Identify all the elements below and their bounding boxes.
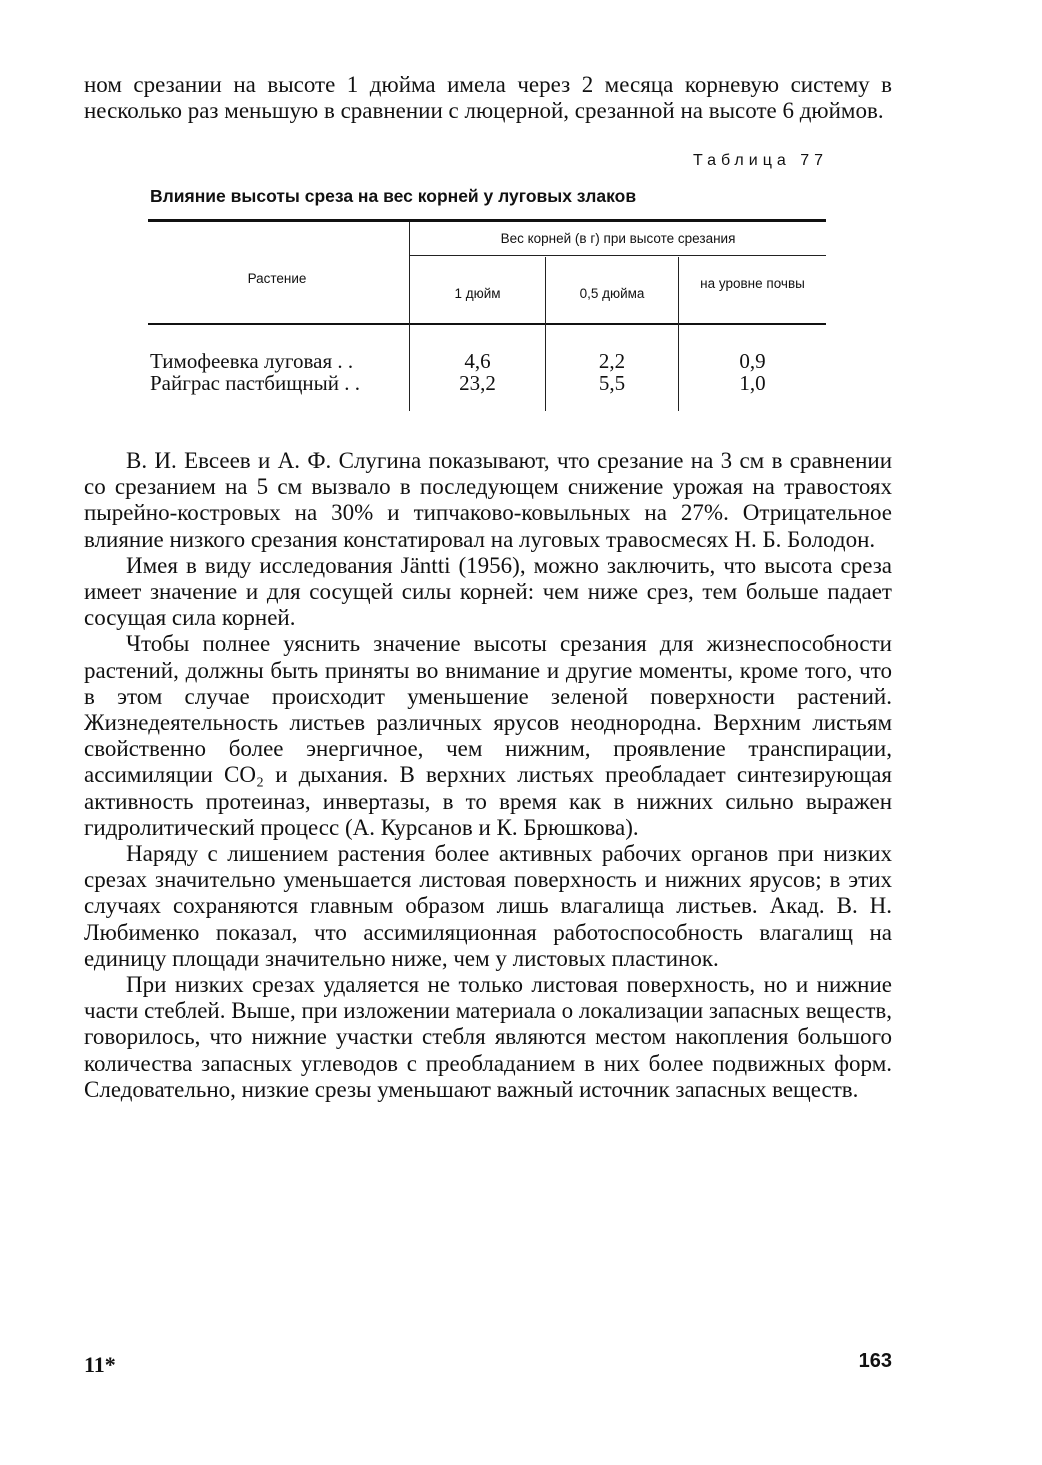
intro-text-block bbox=[84, 72, 892, 124]
table-label: Таблица 77 bbox=[693, 152, 828, 169]
paragraph: Чтобы полнее уяснить значение высоты срезания для жизнеспособности растений, должны быть приняты во внимание и другие моменты, кроме того, что в этом случае происходит уменьшение зеленой поверхности растений. Жизнедеятельность листьев различных ярусов неоднородна. Верхним листьям свойственно более энергичное, чем нижним, проявление транспирации, ассимиляции CO₂ и дыхания. В верхних листьях преобладает синтезирующая активность протеиназ, инвертазы, в то время как в нижних сильно выражен гидролитический процесс (А. Курсанов и К. Брюшкова). bbox=[84, 631, 892, 840]
row-name: Райграс пастбищный . . bbox=[150, 371, 360, 395]
table-top-rule bbox=[148, 219, 826, 222]
table-cell: 2,2 bbox=[598, 349, 626, 373]
intro-paragraph: ном срезании на высоте 1 дюйма имела через 2 месяца корневую систему в несколько раз меньшую в сравнении с люцерной, срезанной на высоте 6 дюймов. bbox=[84, 72, 892, 124]
table-cell: 0,9 bbox=[739, 349, 766, 373]
paragraph: Наряду с лишением растения более активных рабочих органов при низких срезах значительно уменьшается листовая поверхность и нижних ярусов; в этих случаях сохраняются главным образом лишь влагалища листьев. Акад. В. Н. Любименко показал, что ассимиляционная работоспособность влагалищ на единицу площади значительно ниже, чем у листовых пластинок. bbox=[84, 841, 892, 971]
header-col-3: на уровне почвы bbox=[700, 276, 805, 291]
table-header-rule bbox=[148, 323, 826, 325]
row-name: Тимофеевка луговая . . bbox=[150, 349, 354, 373]
header-plant: Растение bbox=[247, 271, 307, 286]
page-number: 163 bbox=[858, 1350, 892, 1372]
data-table bbox=[148, 219, 826, 411]
signature-mark: 11* bbox=[84, 1352, 116, 1377]
paragraph: В. И. Евсеев и А. Ф. Слугина показывают, что срезание на 3 см в сравнении со срезанием на 5 см вызвало в последующем снижение урожая на травостоях пырейно-костровых на 30% и типчаково-ковыльных на 27%. Отрицательное влияние низкого срезания констатировал на луговых травосмесях Н. Б. Болодон. bbox=[84, 448, 892, 552]
table-title: Влияние высоты среза на вес корней у луговых злаков bbox=[150, 186, 637, 206]
header-group: Вес корней (в г) при высоте срезания bbox=[500, 231, 736, 246]
header-col-1: 1 дюйм bbox=[454, 286, 501, 301]
table-cell: 5,5 bbox=[598, 371, 626, 395]
table-cell: 1,0 bbox=[739, 371, 766, 395]
table-cell: 23,2 bbox=[459, 371, 496, 395]
body-text bbox=[84, 448, 892, 1103]
paragraph: Имея в виду исследования Jäntti (1956), можно заключить, что высота среза имеет значение и для сосущей силы корней: чем ниже срез, тем больше падает сосущая сила корней. bbox=[84, 552, 892, 631]
paragraph: При низких срезах удаляется не только листовая поверхность, но и нижние части стеблей. Выше, при изложении материала о локализации запасных веществ, говорилось, что нижние участки стебля являются местом накопления большого количества запасных углеводов с преобладанием в них более подвижных форм. Следовательно, низкие срезы уменьшают важный источник запасных веществ. bbox=[84, 972, 892, 1102]
table-subheader-rule bbox=[409, 255, 826, 256]
header-col-2: 0,5 дюйма bbox=[579, 286, 645, 301]
table-cell: 4,6 bbox=[464, 349, 491, 373]
